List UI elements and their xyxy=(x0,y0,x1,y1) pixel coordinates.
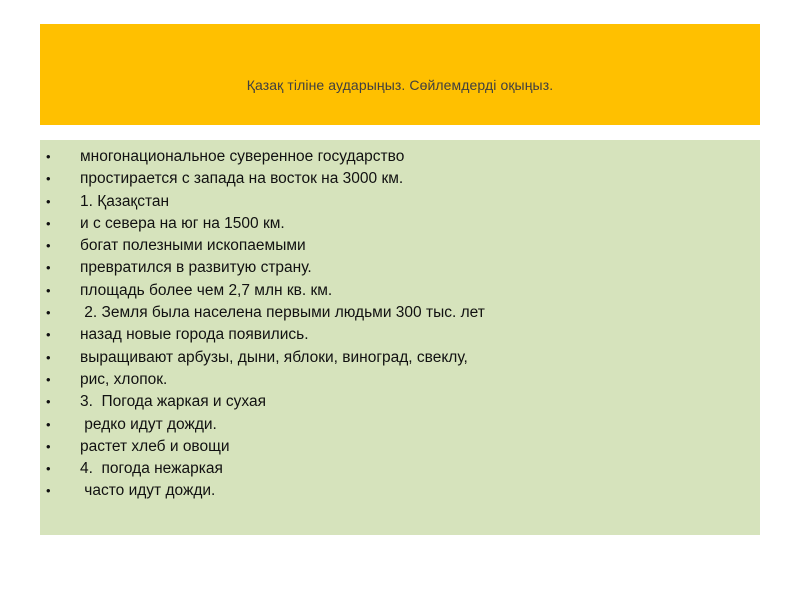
list-item-text: 2. Земля была населена первыми людьми 300 тыс. лет xyxy=(80,304,485,322)
title-box xyxy=(40,24,760,125)
list-item xyxy=(40,213,760,235)
bullet-icon: • xyxy=(46,416,51,432)
list-item xyxy=(40,391,760,413)
bullet-icon: • xyxy=(46,171,51,187)
list-item xyxy=(40,235,760,257)
list-item xyxy=(40,168,760,190)
bullet-icon: • xyxy=(46,238,51,254)
bullet-icon: • xyxy=(46,438,51,454)
list-item xyxy=(40,191,760,213)
list-item-text: растет хлеб и овощи xyxy=(80,437,230,455)
bullet-icon: • xyxy=(46,349,51,365)
bullet-icon: • xyxy=(46,193,51,209)
list-item-text: 4. погода нежаркая xyxy=(80,460,223,478)
list-item-text: 1. Қазақстан xyxy=(80,192,170,210)
bullet-list xyxy=(40,146,760,503)
list-item-text: назад новые города появились. xyxy=(80,326,309,344)
bullet-icon: • xyxy=(46,461,51,477)
bullet-icon: • xyxy=(46,305,51,321)
list-item xyxy=(40,436,760,458)
bullet-icon: • xyxy=(46,282,51,298)
list-item xyxy=(40,324,760,346)
bullet-icon: • xyxy=(46,149,51,164)
list-item-text: часто идут дожди. xyxy=(80,482,216,500)
bullet-icon: • xyxy=(46,327,51,343)
list-item-text: площадь более чем 2,7 млн кв. км. xyxy=(80,281,333,299)
list-item xyxy=(40,257,760,279)
list-item-text: многонациональное суверенное государство xyxy=(80,148,405,165)
list-item-text: богат полезными ископаемыми xyxy=(80,237,306,255)
list-item-text: редко идут дожди. xyxy=(80,415,217,433)
list-item xyxy=(40,347,760,369)
list-item-text: превратился в развитую страну. xyxy=(80,259,312,277)
list-item xyxy=(40,369,760,391)
list-item-text: и с севера на юг на 1500 км. xyxy=(80,214,285,232)
list-item xyxy=(40,414,760,436)
list-item xyxy=(40,458,760,480)
bullet-icon: • xyxy=(46,394,51,410)
bullet-icon: • xyxy=(46,483,51,499)
list-item-text: простирается с запада на восток на 3000 км. xyxy=(80,170,404,188)
list-item-text: 3. Погода жаркая и сухая xyxy=(80,393,266,411)
bullet-icon: • xyxy=(46,371,51,387)
list-item xyxy=(40,480,760,502)
list-item-text: рис, хлопок. xyxy=(80,370,168,388)
content-box xyxy=(40,140,760,535)
bullet-icon: • xyxy=(46,215,51,231)
list-item xyxy=(40,302,760,324)
bullet-icon: • xyxy=(46,260,51,276)
list-item xyxy=(40,146,760,168)
list-item xyxy=(40,280,760,302)
list-item-text: выращивают арбузы, дыни, яблоки, виноград, свеклу, xyxy=(80,348,468,366)
slide-title: Қазақ тіліне аударыңыз. Сөйлемдерді оқыңыз. xyxy=(246,77,554,93)
